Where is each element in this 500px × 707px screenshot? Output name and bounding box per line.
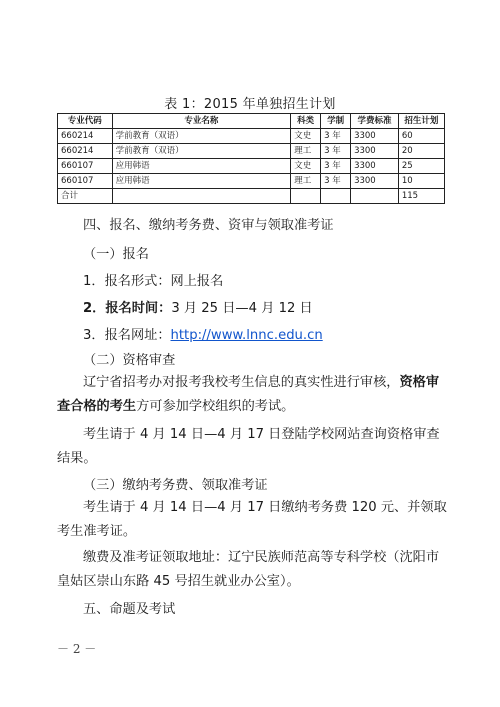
cell: [351, 189, 399, 204]
cell: 3300: [351, 144, 399, 159]
header-category: 科类: [291, 114, 321, 129]
cell: 20: [398, 144, 444, 159]
table-total-row: [58, 189, 445, 204]
cell: 学前教育（双语）: [112, 129, 291, 144]
table-row: [58, 174, 445, 189]
header-major-code: 专业代码: [58, 114, 113, 129]
cell: 3 年: [321, 144, 351, 159]
cell: [291, 189, 321, 204]
cell: 60: [398, 129, 444, 144]
cell: 3300: [351, 129, 399, 144]
qualification-review-paragraph: [57, 371, 449, 419]
paragraph-bold-text: 资格审查合格的考生: [57, 375, 440, 414]
review-result-paragraph: 考生请于 4 月 14 日—4 月 17 日登陆学校网站查询资格审查结果。: [57, 427, 440, 466]
cell: 应用韩语: [112, 174, 291, 189]
table-row: [58, 144, 445, 159]
cell: [112, 189, 291, 204]
paragraph-text: 方可参加学校组织的考试。: [136, 399, 295, 414]
registration-time-value: 3 月 25 日—4 月 12 日: [171, 301, 313, 316]
header-duration: 学制: [321, 114, 351, 129]
table-row: [58, 129, 445, 144]
cell: 理工: [291, 144, 321, 159]
registration-url-item: [57, 324, 449, 348]
cell: 应用韩语: [112, 159, 291, 174]
cell: 660107: [58, 159, 113, 174]
table-row: [58, 159, 445, 174]
enrollment-plan-table: [57, 113, 445, 204]
header-major-name: 专业名称: [112, 114, 291, 129]
subsection-2-heading: （二）资格审查: [83, 353, 176, 368]
cell: 10: [398, 174, 444, 189]
registration-time-item: [57, 297, 449, 321]
pickup-address-paragraph: 缴费及准考证领取地址：辽宁民族师范高等专科学校（沈阳市皇姑区崇山东路 45 号招生就业办公室）。: [57, 550, 440, 589]
cell: 3 年: [321, 129, 351, 144]
cell: 3 年: [321, 174, 351, 189]
cell: 文史: [291, 159, 321, 174]
cell: [321, 189, 351, 204]
exam-fee-paragraph: 考生请于 4 月 14 日—4 月 17 日缴纳考务费 120 元、并领取考生准考证。: [57, 500, 447, 539]
subsection-1-heading: （一）报名: [83, 247, 149, 262]
cell: 115: [398, 189, 444, 204]
cell: 文史: [291, 129, 321, 144]
cell: 660107: [58, 174, 113, 189]
paragraph-text: 辽宁省招考办对报考我校考生信息的真实性进行审核，: [83, 375, 400, 390]
cell: 合计: [58, 189, 113, 204]
cell: 25: [398, 159, 444, 174]
header-tuition: 学费标准: [351, 114, 399, 129]
registration-url-link[interactable]: http://www.lnnc.edu.cn: [170, 328, 323, 343]
section-4-heading: 四、报名、缴纳考务费、资审与领取准考证: [83, 218, 334, 233]
registration-time-label: 2．报名时间：: [83, 301, 172, 316]
registration-url-label: 3．报名网址：: [83, 328, 171, 343]
cell: 660214: [58, 129, 113, 144]
header-quota: 招生计划: [398, 114, 444, 129]
subsection-3-heading: （三）缴纳考务费、领取准考证: [83, 478, 268, 493]
section-5-heading: 五、命题及考试: [83, 602, 176, 617]
cell: 3 年: [321, 159, 351, 174]
registration-form-item: 1．报名形式：网上报名: [83, 274, 224, 289]
table-caption: 表 1：2015 年单独招生计划: [164, 97, 336, 112]
table-header-row: [58, 114, 445, 129]
cell: 学前教育（双语）: [112, 144, 291, 159]
cell: 理工: [291, 174, 321, 189]
cell: 3300: [351, 174, 399, 189]
cell: 3300: [351, 159, 399, 174]
cell: 660214: [58, 144, 113, 159]
page-number: － 2 －: [57, 642, 97, 656]
